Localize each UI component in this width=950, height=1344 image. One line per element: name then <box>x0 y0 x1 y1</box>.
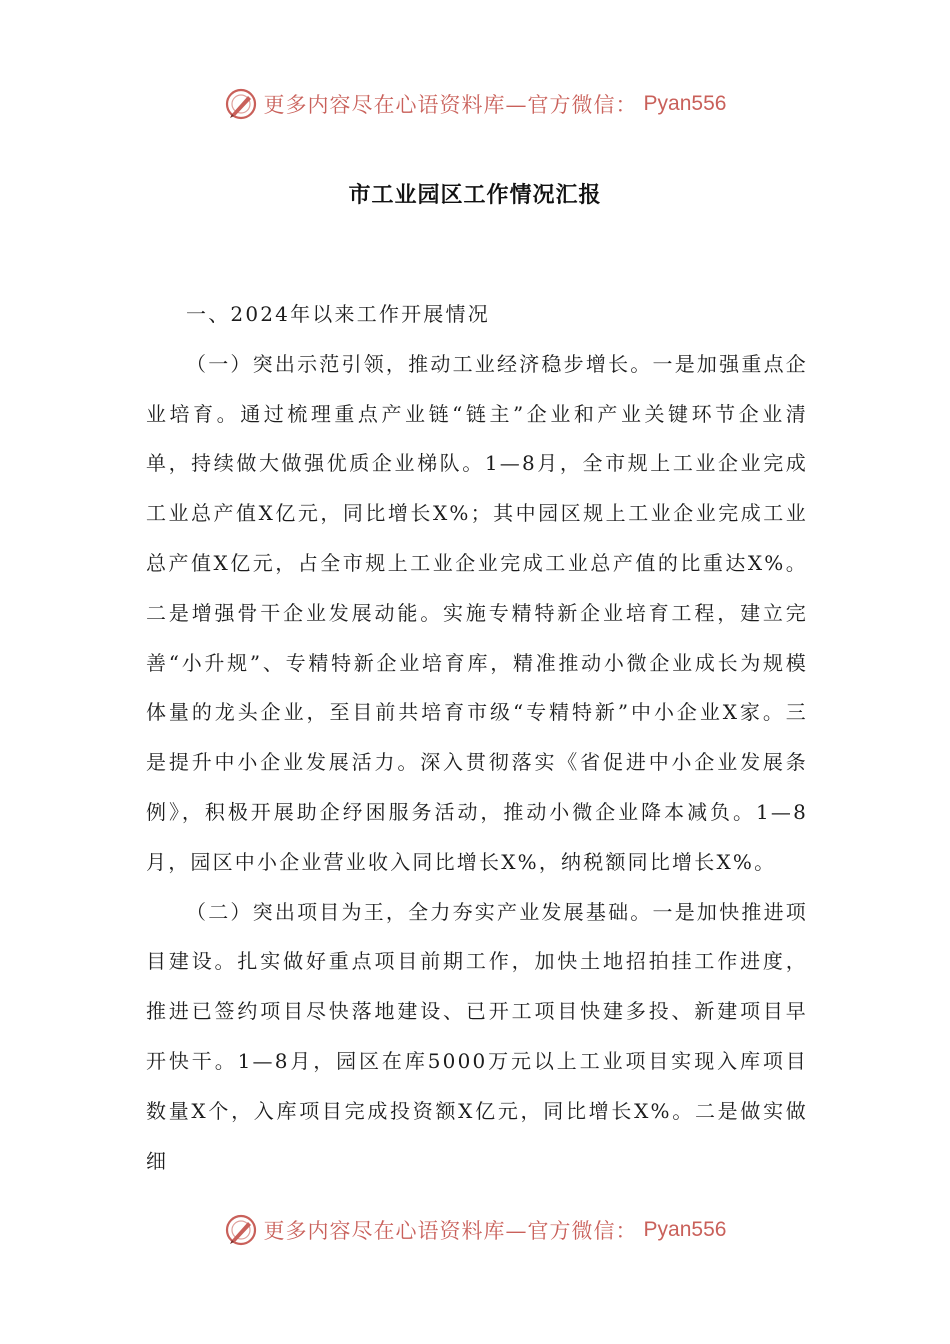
watermark-wechat-id: Pyan556 <box>643 1218 727 1241</box>
watermark-text: 更多内容尽在心语资料库—官方微信： <box>263 93 638 117</box>
document-body <box>146 290 808 1186</box>
pen-logo-icon <box>224 1213 258 1247</box>
document-title: 市工业园区工作情况汇报 <box>348 183 602 208</box>
watermark-text: 更多内容尽在心语资料库—官方微信： <box>263 1219 638 1243</box>
section-heading: 一、2024年以来工作开展情况 <box>186 302 490 326</box>
pen-logo-icon <box>224 87 258 121</box>
paragraph-1: （一）突出示范引领，推动工业经济稳步增长。一是加强重点企业培育。通过梳理重点产业链“链主”企业和产业关键环节企业清单，持续做大做强优质企业梯队。1—8月，全市规上工业企业完成工业总产值X亿元，同比增长X%；其中园区规上工业企业完成工业总产值X亿元，占全市规上工业企业完成工业总产值的比重达X%。二是增强骨干企业发展动能。实施专精特新企业培育工程，建立完善“小升规”、专精特新企业培育库，精准推动小微企业成长为规模体量的龙头企业，至目前共培育市级“专精特新”中小企业X家。三是提升中小企业发展活力。深入贯彻落实《省促进中小企业发展条例》，积极开展助企纾困服务活动，推动小微企业降本减负。1—8月，园区中小企业营业收入同比增长X%，纳税额同比增长X%。 <box>146 351 808 874</box>
watermark-wechat-id: Pyan556 <box>643 92 727 115</box>
watermark-banner-top <box>0 84 950 124</box>
paragraph-2: （二）突出项目为王，全力夯实产业发展基础。一是加快推进项目建设。扎实做好重点项目前期工作，加快土地招拍挂工作进度，推进已签约项目尽快落地建设、已开工项目快建多投、新建项目早开快干。1—8月，园区在库5000万元以上工业项目实现入库项目数量X个，入库项目完成投资额X亿元，同比增长X%。二是做实做细 <box>146 899 808 1173</box>
watermark-banner-bottom <box>0 1210 950 1250</box>
